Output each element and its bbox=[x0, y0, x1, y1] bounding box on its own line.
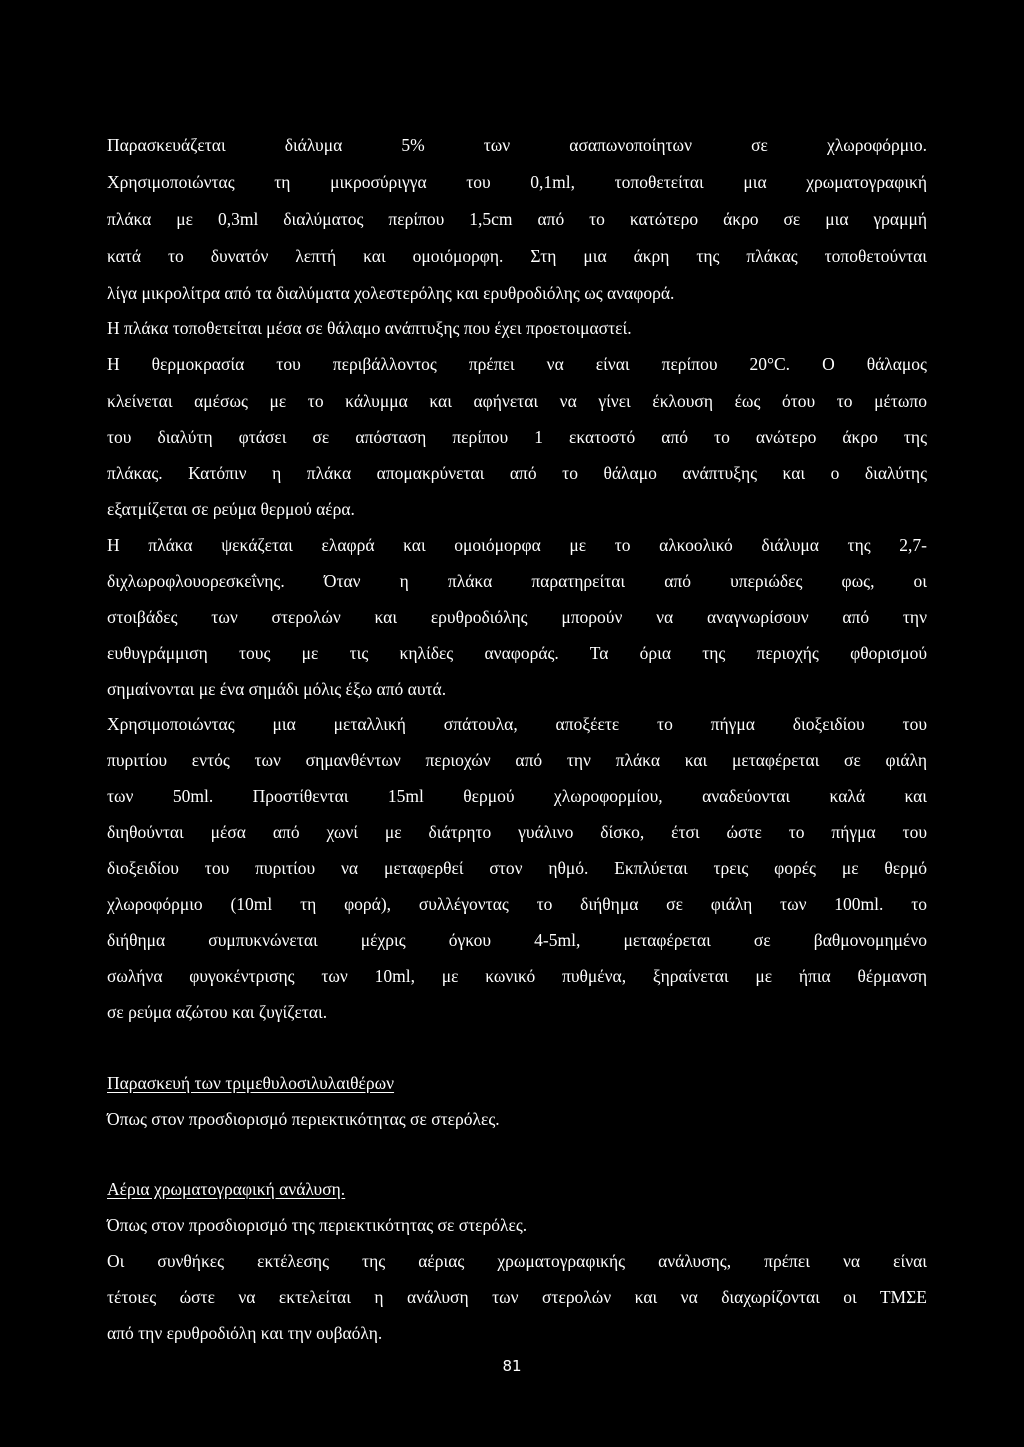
text-line: σε ρεύμα αζώτου και ζυγίζεται. bbox=[107, 1002, 328, 1022]
text-line: πυριτίου εντός των σημανθέντων περιοχών από την πλάκα και μεταφέρεται σε φιάλη bbox=[107, 750, 927, 770]
text-line: από την ερυθροδιόλη και την ουβαόλη. bbox=[107, 1323, 383, 1343]
text-line: διηθούνται μέσα από χωνί με διάτρητο γυάλινο δίσκο, έτσι ώστε το πήγμα του bbox=[107, 822, 927, 842]
text-line: κατά το δυνατόν λεπτή και ομοιόμορφη. Στη μια άκρη της πλάκας τοποθετούνται bbox=[107, 246, 927, 266]
text-line: στοιβάδες των στερολών και ερυθροδιόλης μπορούν να αναγνωρίσουν από την bbox=[107, 607, 927, 627]
text-line: του διαλύτη φτάσει σε απόσταση περίπου 1 εκατοστό από το ανώτερο άκρο της bbox=[107, 427, 927, 447]
text-line: σωλήνα φυγοκέντρισης των 10ml, με κωνικό πυθμένα, ξηραίνεται με ήπια θέρμανση bbox=[107, 966, 927, 986]
text-line: Χρησιμοποιώντας τη μικροσύριγγα του 0,1ml, τοποθετείται μια χρωματογραφική bbox=[107, 172, 927, 192]
text-line: λίγα μικρολίτρα από τα διαλύματα χολεστερόλης και ερυθροδιόλης ως αναφορά. bbox=[107, 283, 675, 303]
text-line: σημαίνονται με ένα σημάδι μόλις έξω από αυτά. bbox=[107, 679, 447, 699]
text-line: πλάκας. Κατόπιν η πλάκα απομακρύνεται από το θάλαμο ανάπτυξης και ο διαλύτης bbox=[107, 463, 927, 483]
text-line: πλάκα με 0,3ml διαλύματος περίπου 1,5cm από το κατώτερο άκρο σε μια γραμμή bbox=[107, 209, 927, 229]
text-line: τέτοιες ώστε να εκτελείται η ανάλυση των στερολών και να διαχωρίζονται οι ΤΜΣΕ bbox=[107, 1287, 927, 1307]
text-line: Η θερμοκρασία του περιβάλλοντος πρέπει να είναι περίπου 20°C. Ο θάλαμος bbox=[107, 354, 927, 374]
text-line: Παρασκευάζεται διάλυμα 5% των ασαπωνοποίητων σε χλωροφόρμιο. bbox=[107, 135, 927, 155]
text-line: Χρησιμοποιώντας μια μεταλλική σπάτουλα, αποξέετε το πήγμα διοξειδίου του bbox=[107, 714, 927, 734]
text-line: χλωροφόρμιο (10ml τη φορά), συλλέγοντας το διήθημα σε φιάλη των 100ml. το bbox=[107, 894, 927, 914]
text-line: ευθυγράμμιση τους με τις κηλίδες αναφοράς. Τα όρια της περιοχής φθορισμού bbox=[107, 643, 927, 663]
text-line: Οι συνθήκες εκτέλεσης της αέριας χρωματογραφικής ανάλυσης, πρέπει να είναι bbox=[107, 1251, 927, 1271]
text-line: Όπως στον προσδιορισμό περιεκτικότητας σε στερόλες. bbox=[107, 1109, 500, 1129]
text-line: εξατμίζεται σε ρεύμα θερμού αέρα. bbox=[107, 499, 355, 519]
section-heading: Αέρια χρωματογραφική ανάλυση. bbox=[107, 1179, 346, 1199]
text-line: διχλωροφλουορεσκεΐνης. Όταν η πλάκα παρατηρείται από υπεριώδες φως, οι bbox=[107, 571, 927, 591]
text-line: Η πλάκα τοποθετείται μέσα σε θάλαμο ανάπτυξης που έχει προετοιμαστεί. bbox=[107, 318, 632, 338]
text-line: Η πλάκα ψεκάζεται ελαφρά και ομοιόμορφα με το αλκοολικό διάλυμα της 2,7- bbox=[107, 535, 927, 555]
text-line: Όπως στον προσδιορισμό της περιεκτικότητας σε στερόλες. bbox=[107, 1215, 528, 1235]
page-number: 81 bbox=[502, 1357, 522, 1375]
section-heading: Παρασκευή των τριμεθυλοσιλυλαιθέρων bbox=[107, 1073, 395, 1093]
text-line: διοξειδίου του πυριτίου να μεταφερθεί στον ηθμό. Εκπλύεται τρεις φορές με θερμό bbox=[107, 858, 927, 878]
text-line: διήθημα συμπυκνώνεται μέχρις όγκου 4-5ml, μεταφέρεται σε βαθμονομημένο bbox=[107, 930, 927, 950]
text-line: των 50ml. Προστίθενται 15ml θερμού χλωροφορμίου, αναδεύονται καλά και bbox=[107, 786, 927, 806]
text-line: κλείνεται αμέσως με το κάλυμμα και αφήνεται να γίνει έκλουση έως ότου το μέτωπο bbox=[107, 391, 927, 411]
